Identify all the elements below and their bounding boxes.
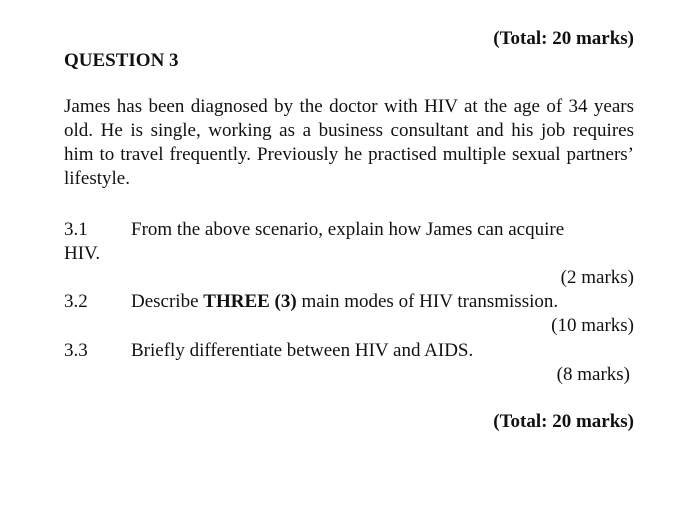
question-text: From the above scenario, explain how James can acquire [131,219,565,240]
question-3-3-marks: (8 marks) [556,364,630,385]
question-text: Briefly differentiate between HIV and AIDS. [131,340,474,361]
scenario-paragraph: James has been diagnosed by the doctor with HIV at the age of 34 years old. He is single, working as a business consultant and his job requires him to travel frequently. Previously he practised multiple sexual partners’ lifestyle. [64,96,634,189]
question-3-2-marks: (10 marks) [551,315,634,336]
question-number: 3.2 [64,291,88,312]
question-3-3 [64,339,473,363]
footer-total-marks: (Total: 20 marks) [493,411,634,432]
question-3-1-marks: (2 marks) [560,267,634,288]
question-title: QUESTION 3 [64,50,179,71]
question-text-wrap: HIV. [64,243,101,264]
question-text-after: main modes of HIV transmission. [296,291,559,312]
question-text-before: Describe [131,291,204,312]
question-3-2 [64,290,558,314]
question-number: 3.1 [64,219,88,240]
question-3-1 [64,218,634,242]
question-number: 3.3 [64,340,88,361]
header-total-marks: (Total: 20 marks) [493,28,634,49]
question-text-bold: THREE (3) [203,291,297,312]
